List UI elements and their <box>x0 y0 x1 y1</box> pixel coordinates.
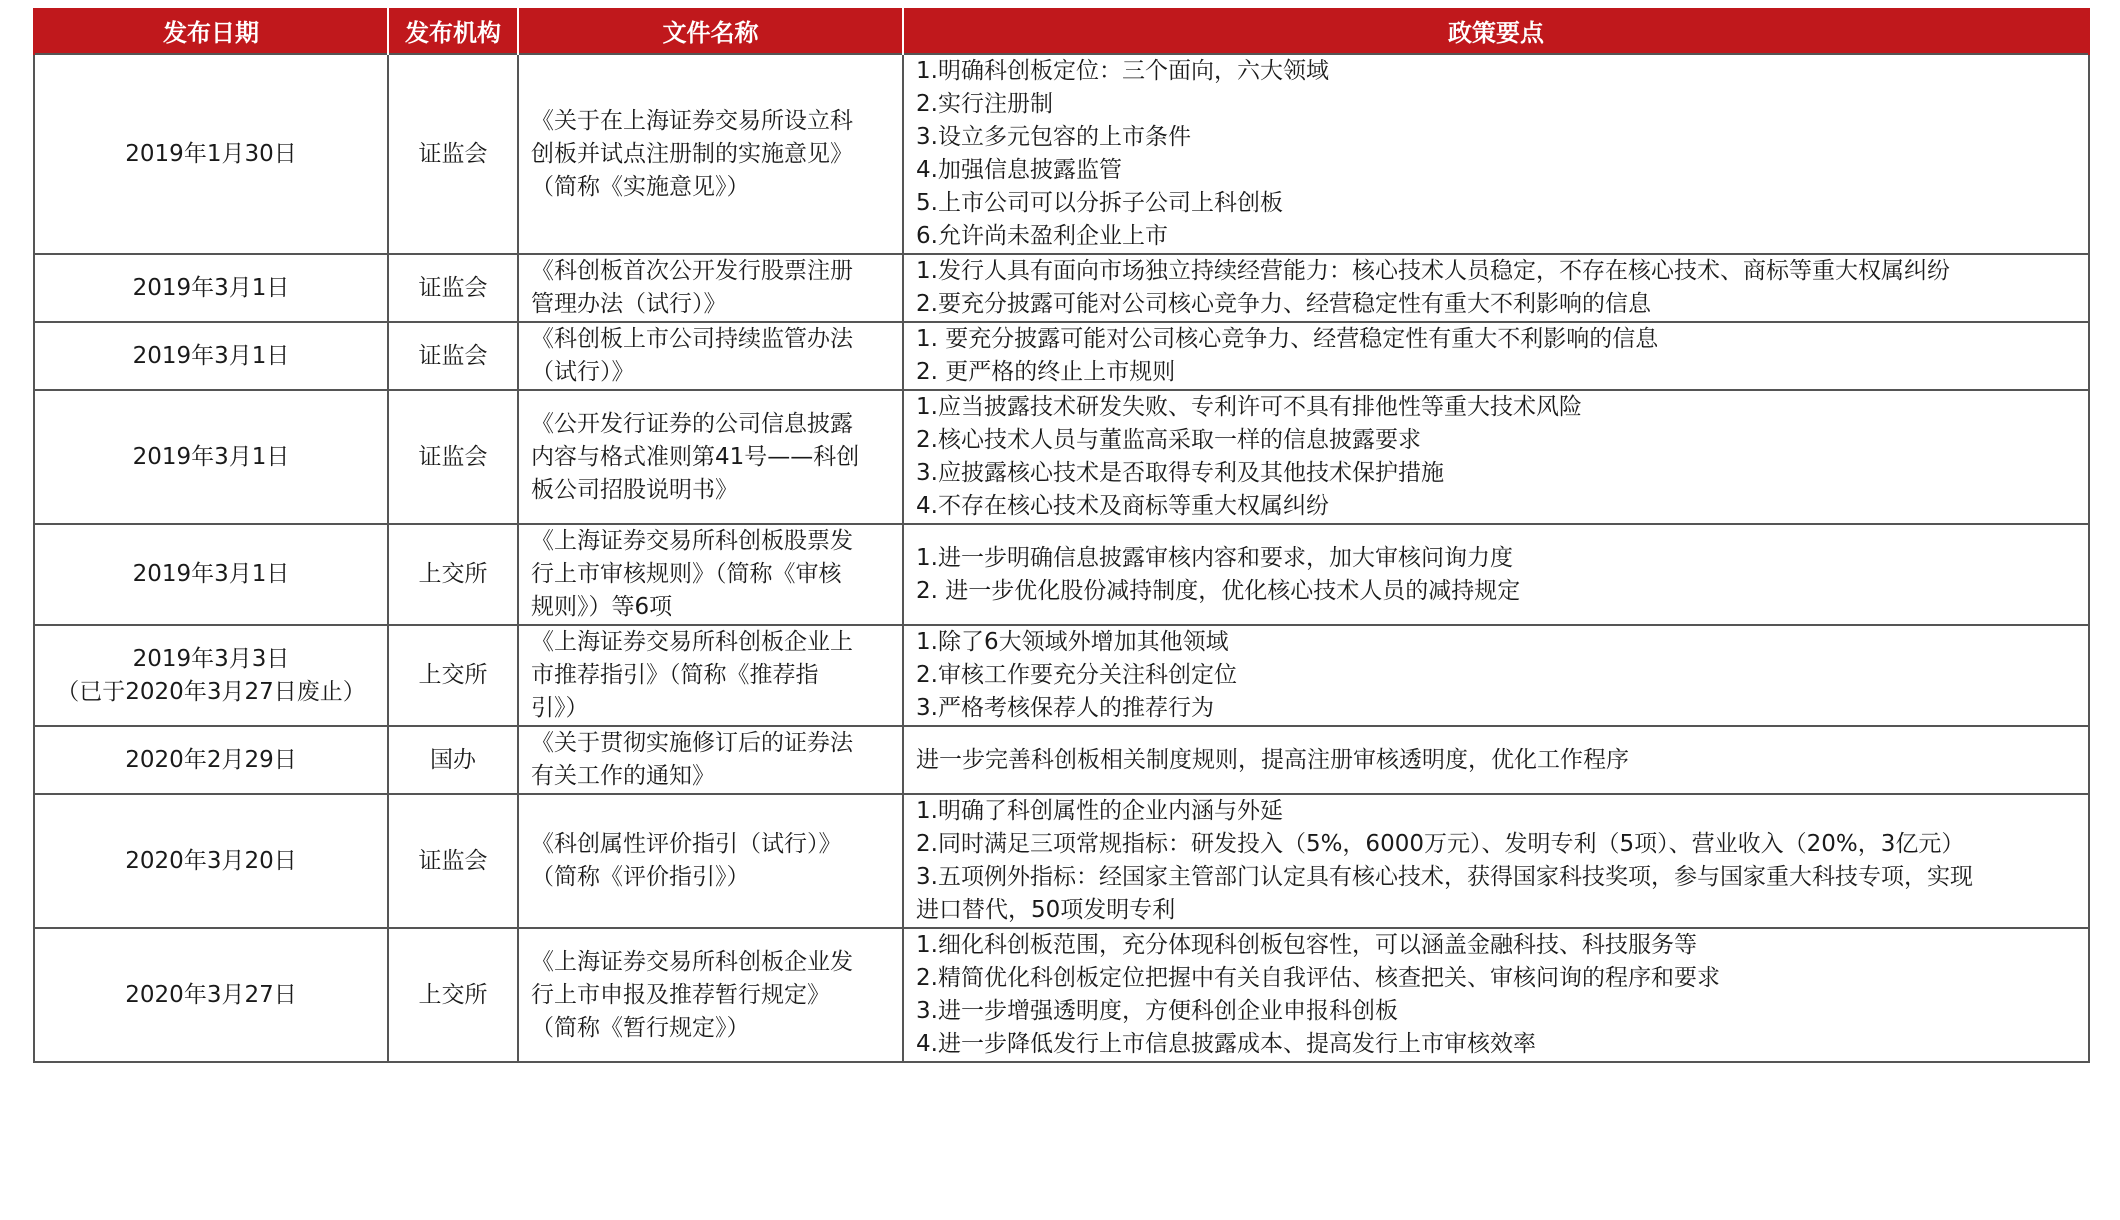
cell-points-line: 2. 更严格的终止上市规则 <box>916 359 1176 385</box>
cell-doc <box>518 524 903 625</box>
cell-date-line: 2019年3月1日 <box>132 443 290 470</box>
cell-org-line: 证监会 <box>418 443 488 470</box>
cell-doc <box>518 928 903 1062</box>
cell-date-line: 2020年3月20日 <box>125 847 297 874</box>
cell-points-line: 1.应当披露技术研发失败、专利许可不具有排他性等重大技术风险 <box>916 394 1582 420</box>
table-row <box>34 726 2089 794</box>
cell-org <box>388 726 518 794</box>
cell-points-line: 1.明确了科创属性的企业内涵与外延 <box>916 798 1283 824</box>
cell-points-line: 4.加强信息披露监管 <box>916 157 1122 183</box>
cell-doc-line: 规则》）等6项 <box>531 594 673 620</box>
cell-doc-line: 板公司招股说明书》 <box>531 476 738 503</box>
cell-doc-line: 《关于贯彻实施修订后的证券法 <box>531 730 853 756</box>
cell-date-line: 2019年3月1日 <box>132 561 290 587</box>
cell-doc-line: 管理办法（试行）》 <box>531 291 727 317</box>
cell-points-line: 2.实行注册制 <box>916 91 1053 117</box>
cell-org-line: 上交所 <box>418 561 488 587</box>
table-header-row <box>34 8 2089 54</box>
cell-points-line: 2.审核工作要充分关注科创定位 <box>916 662 1237 688</box>
cell-points-line: 2.要充分披露可能对公司核心竞争力、经营稳定性有重大不利影响的信息 <box>916 291 1651 317</box>
cell-org-line: 证监会 <box>418 847 488 874</box>
table-row <box>34 322 2089 390</box>
cell-doc-line: （简称《实施意见》） <box>531 173 750 200</box>
cell-doc <box>518 322 903 390</box>
cell-org <box>388 928 518 1062</box>
cell-doc <box>518 390 903 524</box>
cell-doc-line: 行上市申报及推荐暂行规定》 <box>531 981 830 1008</box>
table-row <box>34 390 2089 524</box>
cell-date-line: 2019年3月1日 <box>132 274 290 301</box>
cell-doc <box>518 726 903 794</box>
cell-doc <box>518 625 903 726</box>
cell-date-line: 2020年2月29日 <box>125 746 297 773</box>
cell-doc-line: 市推荐指引》（简称《推荐指 <box>531 662 819 688</box>
cell-doc <box>518 794 903 928</box>
cell-org <box>388 322 518 390</box>
cell-points-line: 3.应披露核心技术是否取得专利及其他技术保护措施 <box>916 460 1444 486</box>
cell-points-line: 3.设立多元包容的上市条件 <box>916 124 1191 150</box>
cell-date-line: 2019年3月1日 <box>132 342 290 369</box>
cell-points-line: 2. 进一步优化股份减持制度，优化核心技术人员的减持规定 <box>916 577 1521 604</box>
cell-points-line: 4.不存在核心技术及商标等重大权属纠纷 <box>916 493 1329 519</box>
header-date: 发布日期 <box>34 8 388 54</box>
cell-date <box>34 794 388 928</box>
cell-points-line: 3.五项例外指标：经国家主管部门认定具有核心技术，获得国家科技奖项，参与国家重大科技专项，实现 <box>916 864 1973 890</box>
cell-points-line: 3.进一步增强透明度，方便科创企业申报科创板 <box>916 998 1398 1024</box>
table-body <box>34 54 2089 1062</box>
cell-org-line: 证监会 <box>418 274 488 301</box>
cell-org-line: 上交所 <box>418 981 488 1008</box>
table-row <box>34 254 2089 322</box>
cell-doc-line: 《上海证券交易所科创板企业发 <box>531 948 853 975</box>
cell-points <box>903 794 2089 928</box>
cell-points-line: 5.上市公司可以分拆子公司上科创板 <box>916 190 1283 216</box>
cell-points <box>903 390 2089 524</box>
cell-org-line: 证监会 <box>418 342 488 369</box>
cell-date <box>34 928 388 1062</box>
cell-date <box>34 524 388 625</box>
cell-org-line: 国办 <box>430 746 476 773</box>
cell-doc <box>518 54 903 254</box>
cell-points-line: 3.严格考核保荐人的推荐行为 <box>916 695 1214 721</box>
cell-org-line: 证监会 <box>418 140 488 167</box>
cell-points <box>903 254 2089 322</box>
policy-table-container <box>33 8 2088 1063</box>
cell-org <box>388 54 518 254</box>
cell-doc-line: 引》） <box>531 695 589 721</box>
cell-points-line: 1.除了6大领域外增加其他领域 <box>916 629 1229 655</box>
table-row <box>34 54 2089 254</box>
cell-points-line: 1.发行人具有面向市场独立持续经营能力：核心技术人员稳定，不存在核心技术、商标等重大权属纠纷 <box>916 258 1950 284</box>
header-doc: 文件名称 <box>518 8 903 54</box>
cell-points-line: 1. 要充分披露可能对公司核心竞争力、经营稳定性有重大不利影响的信息 <box>916 326 1659 352</box>
cell-points-line: 2.核心技术人员与董监高采取一样的信息披露要求 <box>916 427 1421 453</box>
cell-date-line: 2019年3月3日 <box>132 645 290 672</box>
header-org: 发布机构 <box>388 8 518 54</box>
cell-points <box>903 524 2089 625</box>
cell-points-line: 1.细化科创板范围，充分体现科创板包容性，可以涵盖金融科技、科技服务等 <box>916 932 1697 958</box>
cell-doc-line: 《科创板首次公开发行股票注册 <box>531 258 853 284</box>
cell-points-line: 1.进一步明确信息披露审核内容和要求，加大审核问询力度 <box>916 544 1513 571</box>
cell-org <box>388 794 518 928</box>
cell-date <box>34 322 388 390</box>
cell-points <box>903 54 2089 254</box>
cell-doc <box>518 254 903 322</box>
cell-doc-line: （试行）》 <box>531 359 635 385</box>
cell-points-line: 6.允许尚未盈利企业上市 <box>916 223 1168 249</box>
cell-date <box>34 726 388 794</box>
cell-points-line: 1.明确科创板定位：三个面向，六大领域 <box>916 58 1329 84</box>
table-row <box>34 794 2089 928</box>
cell-doc-line: 内容与格式准则第41号——科创 <box>531 443 860 470</box>
cell-date-line: 2019年1月30日 <box>125 140 297 167</box>
cell-doc-line: 《关于在上海证券交易所设立科 <box>531 107 853 134</box>
cell-doc-line: 行上市审核规则》（简称《审核 <box>531 561 842 587</box>
cell-org <box>388 390 518 524</box>
cell-doc-line: 《科创板上市公司持续监管办法 <box>531 326 853 352</box>
cell-doc-line: 有关工作的通知》 <box>531 763 715 789</box>
cell-doc-line: 创板并试点注册制的实施意见》 <box>531 140 853 167</box>
cell-doc-line: 《上海证券交易所科创板股票发 <box>531 528 853 554</box>
cell-org <box>388 625 518 726</box>
cell-points-line: 4.进一步降低发行上市信息披露成本、提高发行上市审核效率 <box>916 1031 1536 1057</box>
cell-points-line: 进口替代，50项发明专利 <box>916 897 1176 923</box>
cell-date <box>34 54 388 254</box>
cell-points <box>903 625 2089 726</box>
cell-doc-line: 《上海证券交易所科创板企业上 <box>531 629 853 655</box>
cell-org-line: 上交所 <box>418 662 488 688</box>
cell-points <box>903 726 2089 794</box>
cell-points-line: 进一步完善科创板相关制度规则，提高注册审核透明度，优化工作程序 <box>916 746 1629 773</box>
table-row <box>34 524 2089 625</box>
cell-doc-line: （简称《评价指引》） <box>531 864 750 890</box>
policy-table <box>33 8 2090 1063</box>
cell-date <box>34 390 388 524</box>
cell-doc-line: 《科创属性评价指引（试行）》 <box>531 831 842 857</box>
cell-points <box>903 928 2089 1062</box>
cell-points <box>903 322 2089 390</box>
cell-date <box>34 254 388 322</box>
table-row <box>34 928 2089 1062</box>
cell-doc-line: （简称《暂行规定》） <box>531 1014 750 1041</box>
header-points: 政策要点 <box>903 8 2089 54</box>
cell-points-line: 2.同时满足三项常规指标：研发投入（5%，6000万元）、发明专利（5项）、营业收入（20%，3亿元） <box>916 831 1965 857</box>
cell-org <box>388 254 518 322</box>
cell-org <box>388 524 518 625</box>
cell-date-line: 2020年3月27日 <box>125 981 297 1008</box>
cell-date-line: （已于2020年3月27日废止） <box>56 678 366 705</box>
table-row <box>34 625 2089 726</box>
cell-points-line: 2.精简优化科创板定位把握中有关自我评估、核查把关、审核问询的程序和要求 <box>916 965 1720 991</box>
cell-date <box>34 625 388 726</box>
cell-doc-line: 《公开发行证券的公司信息披露 <box>531 410 853 437</box>
